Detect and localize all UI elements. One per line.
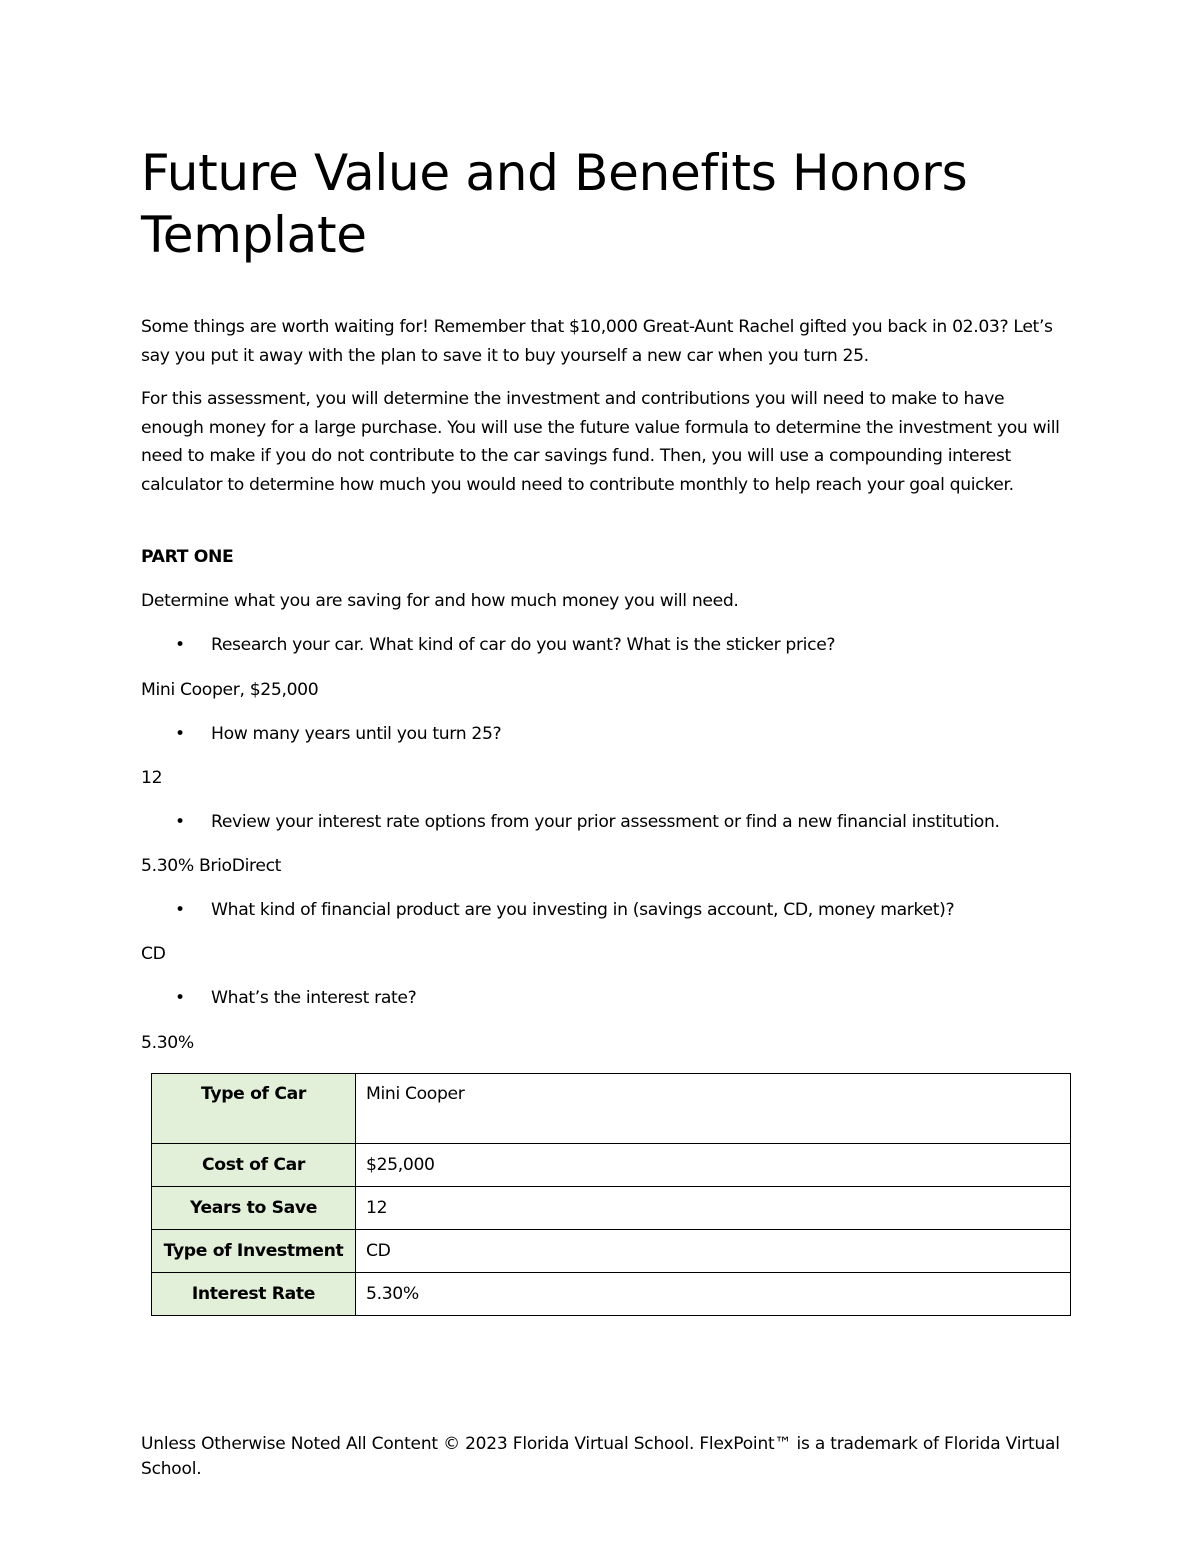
table-row — [152, 1230, 1071, 1273]
table-label-cell: Type of Car — [152, 1074, 356, 1144]
answer-years: 12 — [141, 768, 163, 788]
table-value-cell: 5.30% — [356, 1273, 1071, 1316]
question-text: What’s the interest rate? — [211, 988, 417, 1008]
question-text: Research your car. What kind of car do you want? What is the sticker price? — [211, 635, 836, 655]
part-one-heading: PART ONE — [141, 547, 234, 567]
bullet-icon: • — [175, 724, 185, 744]
question-text: How many years until you turn 25? — [211, 724, 502, 744]
question-text: Review your interest rate options from your prior assessment or find a new financial institution. — [211, 812, 1000, 832]
table-label-cell: Years to Save — [152, 1187, 356, 1230]
table-row — [152, 1144, 1071, 1187]
table-label-cell: Type of Investment — [152, 1230, 356, 1273]
document-title: Future Value and Benefits Honors Template — [141, 144, 968, 264]
table-value-cell: CD — [356, 1230, 1071, 1273]
bullet-icon: • — [175, 812, 185, 832]
table-row — [152, 1273, 1071, 1316]
question-text: What kind of financial product are you investing in (savings account, CD, money market)? — [211, 900, 955, 920]
intro-paragraph-1: Some things are worth waiting for! Remember that $10,000 Great-Aunt Rachel gifted you back in 02.03? Let’s say you put it away with the plan to save it to buy yourself a new car when you turn 25. — [141, 317, 1053, 366]
table-label-cell: Cost of Car — [152, 1144, 356, 1187]
table-label-cell: Interest Rate — [152, 1273, 356, 1316]
answer-financial-product: CD — [141, 944, 166, 964]
table-value-cell: 12 — [356, 1187, 1071, 1230]
answer-interest-rate: 5.30% — [141, 1033, 194, 1053]
answer-car-research: Mini Cooper, $25,000 — [141, 680, 319, 700]
bullet-icon: • — [175, 900, 185, 920]
bullet-icon: • — [175, 988, 185, 1008]
table-row — [152, 1074, 1071, 1144]
table-row — [152, 1187, 1071, 1230]
copyright-footer: Unless Otherwise Noted All Content © 2023 Florida Virtual School. FlexPoint™ is a trademark of Florida Virtual School. — [141, 1434, 1060, 1479]
intro-paragraph-2: For this assessment, you will determine the investment and contributions you will need to make to have enough money for a large purchase. You will use the future value formula to determine the investment you will need to make if you do not contribute to the car savings fund. Then, you will use a compounding interest calculator to determine how much you would need to contribute monthly to help reach your goal quicker. — [141, 389, 1060, 495]
car-savings-summary-table — [151, 1073, 1071, 1316]
table-value-cell: Mini Cooper — [356, 1074, 1071, 1144]
answer-interest-options: 5.30% BrioDirect — [141, 856, 282, 876]
bullet-icon: • — [175, 635, 185, 655]
part-one-instructions: Determine what you are saving for and how much money you will need. — [141, 591, 739, 611]
table-value-cell: $25,000 — [356, 1144, 1071, 1187]
